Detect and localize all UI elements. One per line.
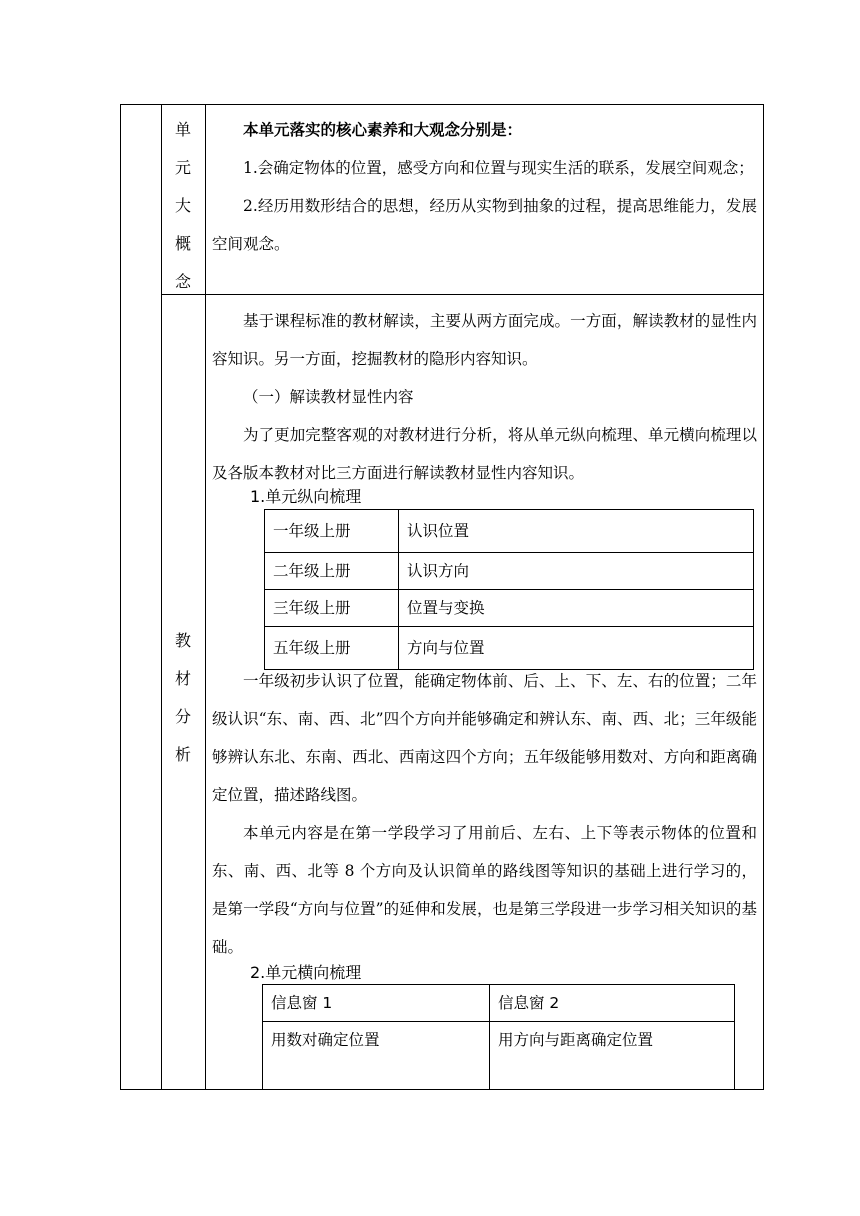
table-row: [265, 510, 754, 553]
table-border-top: [120, 104, 764, 105]
section2-label-char: 材: [174, 669, 191, 688]
section1-label-char: 大: [174, 196, 191, 215]
table-col-divider-2: [205, 104, 206, 1090]
table-row: [265, 590, 754, 627]
topic-cell: 认识位置: [399, 510, 754, 553]
section2-heading1: 1.单元纵向梳理: [250, 487, 362, 506]
header-cell: 信息窗 1: [263, 985, 490, 1022]
grade-cell: 三年级上册: [265, 590, 399, 627]
section1-label: [163, 111, 203, 301]
table-col-divider-1: [161, 104, 162, 1090]
section1-item1: 1.会确定物体的位置，感受方向和位置与现实生活的联系，发展空间观念；: [243, 159, 754, 177]
section1-item2: 2.经历用数形结合的思想，经历从实物到抽象的过程，提高思维能力，发展空间观念。: [212, 197, 757, 253]
grade-cell: 二年级上册: [265, 553, 399, 590]
section1-label-char: 概: [174, 234, 191, 253]
section2-label-char: 教: [174, 631, 191, 650]
section2-label-char: 析: [174, 745, 191, 764]
table-row: [263, 1022, 735, 1090]
section2-label: [163, 622, 203, 774]
section2-label-char: 分: [174, 707, 191, 726]
table-row-divider: [161, 294, 764, 295]
content-cell: 用数对确定位置: [263, 1022, 490, 1090]
topic-cell: 认识方向: [399, 553, 754, 590]
topic-cell: 方向与位置: [399, 627, 754, 670]
section2-para2: 为了更加完整客观的对教材进行分析，将从单元纵向梳理、单元横向梳理以及各版本教材对比三方面进行解读教材显性内容知识。: [212, 426, 757, 482]
grade-cell: 五年级上册: [265, 627, 399, 670]
section2-heading2: 2.单元横向梳理: [250, 963, 362, 982]
section2-para1: 基于课程标准的教材解读，主要从两方面完成。一方面，解读教材的显性内容知识。另一方面，挖掘教材的隐形内容知识。: [212, 312, 757, 368]
section2-subheading: （一）解读教材显性内容: [243, 388, 414, 406]
vertical-table: [264, 509, 754, 670]
section2-body: [212, 662, 757, 966]
section1-label-char: 单: [174, 120, 191, 139]
header-cell: 信息窗 2: [490, 985, 735, 1022]
section2-intro-block: [212, 302, 757, 492]
horizontal-table: [262, 984, 735, 1090]
grade-cell: 一年级上册: [265, 510, 399, 553]
section2-para4: 本单元内容是在第一学段学习了用前后、左右、上下等表示物体的位置和东、南、西、北等 8 个方向及认识简单的路线图等知识的基础上进行学习的，是第一学段“方向与位置”的延伸和发展，也是第三学段进一步学习相关知识的基础。: [212, 824, 757, 956]
table-row: [265, 553, 754, 590]
content-cell: 用方向与距离确定位置: [490, 1022, 735, 1090]
topic-cell: 位置与变换: [399, 590, 754, 627]
table-row: [263, 985, 735, 1022]
section1-content: [212, 111, 757, 263]
table-border-right: [763, 104, 764, 1090]
table-border-left: [120, 104, 121, 1090]
section2-para3: 一年级初步认识了位置，能确定物体前、后、上、下、左、右的位置；二年级认识“东、南、西、北”四个方向并能够确定和辨认东、南、西、北；三年级能够辨认东北、东南、西北、西南这四个方向；五年级能够用数对、方向和距离确定位置，描述路线图。: [212, 672, 757, 804]
section1-intro: 本单元落实的核心素养和大观念分别是：: [243, 121, 523, 139]
section1-label-char: 元: [174, 158, 191, 177]
section1-label-char: 念: [174, 272, 191, 291]
